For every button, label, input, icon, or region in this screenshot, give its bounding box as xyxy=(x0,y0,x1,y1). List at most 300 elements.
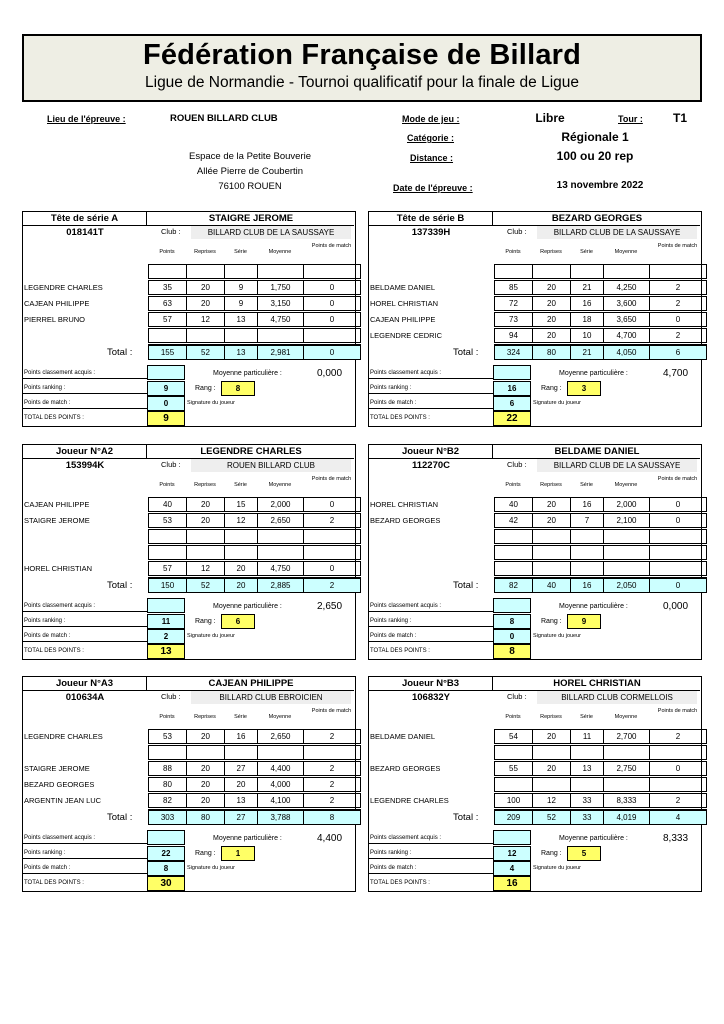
table-cell: 2 xyxy=(303,777,361,792)
opponent-name: BEZARD GEORGES xyxy=(370,516,441,525)
column-header: Reprises xyxy=(540,249,562,255)
moyenne-part-value: 0,000 xyxy=(663,601,689,612)
total-points-value: 16 xyxy=(493,876,531,891)
table-cell xyxy=(649,264,707,279)
table-cell: 40 xyxy=(494,497,533,512)
moyenne-part-label: Moyenne particulière : xyxy=(559,603,628,610)
table-cell: 20 xyxy=(532,296,571,311)
ranking-label: Points ranking : xyxy=(24,618,66,624)
table-cell: 4,100 xyxy=(257,793,304,808)
table-cell xyxy=(649,561,707,576)
ranking-label: Points ranking : xyxy=(370,618,412,624)
column-header: Reprises xyxy=(540,714,562,720)
page-title: Fédération Française de Billard xyxy=(142,39,582,71)
pdm-label: Points de match : xyxy=(370,633,417,639)
rang-value: 9 xyxy=(567,614,601,629)
table-cell: 0 xyxy=(649,312,707,327)
total-points-label: TOTAL DES POINTS : xyxy=(24,415,84,421)
pca-label: Points classement acquis : xyxy=(370,835,442,841)
pca-box xyxy=(147,365,185,380)
table-cell: 12 xyxy=(532,793,571,808)
divider-line xyxy=(23,843,147,844)
pdm-value: 2 xyxy=(147,629,185,644)
column-header: Points de match xyxy=(657,476,698,482)
total-cell: 2 xyxy=(303,578,361,593)
total-cell: 8 xyxy=(303,810,361,825)
table-cell: 9 xyxy=(224,296,258,311)
column-header: Reprises xyxy=(540,482,562,488)
table-cell xyxy=(532,545,571,560)
table-cell xyxy=(186,529,225,544)
table-cell xyxy=(148,264,187,279)
score-panel xyxy=(22,444,356,660)
total-points-value: 13 xyxy=(147,644,185,659)
table-cell: 72 xyxy=(494,296,533,311)
total-cell: 21 xyxy=(570,345,604,360)
table-cell: 20 xyxy=(532,328,571,343)
total-cell: 0 xyxy=(303,345,361,360)
table-cell: 9 xyxy=(224,280,258,295)
player-name: BEZARD GEORGES xyxy=(551,213,643,224)
table-cell: 4,400 xyxy=(257,761,304,776)
total-cell: 2,050 xyxy=(603,578,650,593)
table-cell xyxy=(224,264,258,279)
total-cell: 13 xyxy=(224,345,258,360)
opponent-name: CAJEAN PHILIPPE xyxy=(24,299,90,308)
moyenne-part-label: Moyenne particulière : xyxy=(213,835,282,842)
table-cell xyxy=(570,745,604,760)
pdm-label: Points de match : xyxy=(24,865,71,871)
panel-label: Tête de série B xyxy=(369,212,493,226)
table-cell: 3,650 xyxy=(603,312,650,327)
club-label: Club : xyxy=(161,227,181,236)
total-label: Total : xyxy=(453,812,479,823)
table-cell xyxy=(303,745,361,760)
ranking-label: Points ranking : xyxy=(24,850,66,856)
total-label: Total : xyxy=(107,347,133,358)
ranking-value: 16 xyxy=(493,381,531,396)
opponent-name: BELDAME DANIEL xyxy=(370,283,436,292)
rang-label: Rang : xyxy=(195,385,216,392)
divider-line xyxy=(369,626,493,627)
total-cell: 2,885 xyxy=(257,578,304,593)
signature-label: Signature du joueur xyxy=(533,633,582,639)
table-cell: 4,250 xyxy=(603,280,650,295)
ranking-value: 11 xyxy=(147,614,185,629)
rang-value: 8 xyxy=(221,381,255,396)
pdm-label: Points de match : xyxy=(370,865,417,871)
player-club: BILLARD CLUB DE LA SAUSSAYE xyxy=(537,459,697,472)
divider-line xyxy=(23,393,147,394)
opponent-name: BEZARD GEORGES xyxy=(370,764,441,773)
opponent-name: STAIGRE JEROME xyxy=(24,764,90,773)
total-points-label: TOTAL DES POINTS : xyxy=(370,880,430,886)
rang-label: Rang : xyxy=(541,618,562,625)
table-cell xyxy=(224,529,258,544)
pca-label: Points classement acquis : xyxy=(24,370,96,376)
table-cell xyxy=(257,545,304,560)
table-cell: 2 xyxy=(649,296,707,311)
moyenne-part-label: Moyenne particulière : xyxy=(213,370,282,377)
table-cell xyxy=(224,745,258,760)
player-license: 018141T xyxy=(66,227,104,238)
total-label: Total : xyxy=(453,580,479,591)
divider-line xyxy=(369,843,493,844)
table-cell xyxy=(148,545,187,560)
table-cell xyxy=(186,264,225,279)
opponent-name: CAJEAN PHILIPPE xyxy=(370,315,436,324)
table-cell: 13 xyxy=(224,793,258,808)
pdm-value: 0 xyxy=(147,396,185,411)
table-cell xyxy=(303,529,361,544)
opponent-name: PIERREL BRUNO xyxy=(24,315,85,324)
total-cell: 52 xyxy=(186,345,225,360)
total-cell: 52 xyxy=(186,578,225,593)
total-cell: 80 xyxy=(532,345,571,360)
pca-box xyxy=(147,598,185,613)
table-cell xyxy=(649,777,707,792)
table-cell: 2 xyxy=(303,793,361,808)
table-cell: 0 xyxy=(649,761,707,776)
player-club: BILLARD CLUB EBROICIEN xyxy=(191,691,351,704)
title-banner xyxy=(22,34,702,102)
total-cell: 4 xyxy=(649,810,707,825)
distance-label: Distance : xyxy=(410,153,454,163)
opponent-name: HOREL CHRISTIAN xyxy=(370,500,439,509)
score-panel xyxy=(368,211,702,427)
table-cell: 4,750 xyxy=(257,561,304,576)
table-cell: 20 xyxy=(186,793,225,808)
table-cell: 8,333 xyxy=(603,793,650,808)
player-license: 137339H xyxy=(411,227,451,238)
table-cell xyxy=(224,328,258,343)
moyenne-part-value: 2,650 xyxy=(317,601,343,612)
column-header: Série xyxy=(580,714,593,720)
player-name: STAIGRE JEROME xyxy=(208,213,294,224)
column-header: Points xyxy=(159,714,175,720)
pdm-value: 8 xyxy=(147,861,185,876)
column-header: Points de match xyxy=(311,708,352,714)
table-cell: 88 xyxy=(148,761,187,776)
pdm-value: 4 xyxy=(493,861,531,876)
table-cell: 15 xyxy=(224,497,258,512)
pca-box xyxy=(147,830,185,845)
table-cell: 80 xyxy=(148,777,187,792)
panel-header xyxy=(369,677,700,691)
table-cell: 20 xyxy=(532,497,571,512)
table-cell: 3,600 xyxy=(603,296,650,311)
divider-line xyxy=(23,873,147,874)
table-cell: 20 xyxy=(186,296,225,311)
pdm-value: 0 xyxy=(493,629,531,644)
table-cell xyxy=(532,561,571,576)
moyenne-part-label: Moyenne particulière : xyxy=(213,603,282,610)
divider-line xyxy=(369,641,493,642)
total-points-value: 9 xyxy=(147,411,185,426)
total-cell: 33 xyxy=(570,810,604,825)
player-name: LEGENDRE CHARLES xyxy=(200,446,302,457)
table-cell xyxy=(532,745,571,760)
signature-label: Signature du joueur xyxy=(187,633,236,639)
table-cell xyxy=(224,545,258,560)
panel-label: Tête de série A xyxy=(23,212,147,226)
column-header: Reprises xyxy=(194,482,216,488)
table-cell: 10 xyxy=(570,328,604,343)
column-header: Série xyxy=(580,482,593,488)
rang-label: Rang : xyxy=(195,850,216,857)
table-cell xyxy=(257,264,304,279)
pdm-label: Points de match : xyxy=(24,633,71,639)
table-cell: 20 xyxy=(224,561,258,576)
table-cell xyxy=(649,745,707,760)
total-cell: 324 xyxy=(494,345,533,360)
table-cell: 11 xyxy=(570,729,604,744)
mode-label: Mode de jeu : xyxy=(402,114,460,124)
table-cell xyxy=(257,328,304,343)
divider-line xyxy=(23,408,147,409)
moyenne-part-value: 0,000 xyxy=(317,368,343,379)
total-cell: 303 xyxy=(148,810,187,825)
table-cell: 94 xyxy=(494,328,533,343)
total-label: Total : xyxy=(107,580,133,591)
table-cell: 20 xyxy=(186,777,225,792)
rang-value: 3 xyxy=(567,381,601,396)
table-cell xyxy=(148,328,187,343)
total-points-value: 8 xyxy=(493,644,531,659)
club-label: Club : xyxy=(161,460,181,469)
total-cell: 2,981 xyxy=(257,345,304,360)
signature-label: Signature du joueur xyxy=(533,865,582,871)
table-cell: 20 xyxy=(186,497,225,512)
divider-line xyxy=(23,858,147,859)
score-panel xyxy=(368,444,702,660)
table-cell: 55 xyxy=(494,761,533,776)
table-cell xyxy=(186,745,225,760)
table-cell xyxy=(303,264,361,279)
total-cell: 20 xyxy=(224,578,258,593)
player-club: BILLARD CLUB CORMELLOIS xyxy=(537,691,697,704)
categorie-value: Régionale 1 xyxy=(561,130,629,144)
moyenne-part-label: Moyenne particulière : xyxy=(559,835,628,842)
divider-line xyxy=(23,611,147,612)
date-label: Date de l'épreuve : xyxy=(393,183,473,193)
divider-line xyxy=(369,378,493,379)
club-label: Club : xyxy=(507,692,527,701)
date-value: 13 novembre 2022 xyxy=(556,180,644,191)
divider-line xyxy=(369,873,493,874)
column-header: Points de match xyxy=(657,243,698,249)
moyenne-part-value: 8,333 xyxy=(663,833,689,844)
table-cell: 13 xyxy=(224,312,258,327)
moyenne-part-value: 4,400 xyxy=(317,833,343,844)
player-license: 112270C xyxy=(411,460,451,471)
moyenne-part-label: Moyenne particulière : xyxy=(559,370,628,377)
table-cell: 21 xyxy=(570,280,604,295)
table-cell: 4,700 xyxy=(603,328,650,343)
pdm-label: Points de match : xyxy=(370,400,417,406)
table-cell xyxy=(494,745,533,760)
ranking-label: Points ranking : xyxy=(24,385,66,391)
table-cell: 33 xyxy=(570,793,604,808)
table-cell: 2 xyxy=(649,729,707,744)
column-header: Reprises xyxy=(194,249,216,255)
table-cell: 20 xyxy=(532,729,571,744)
table-cell: 2 xyxy=(303,761,361,776)
player-club: ROUEN BILLARD CLUB xyxy=(191,459,351,472)
moyenne-part-value: 4,700 xyxy=(663,368,689,379)
column-header: Série xyxy=(234,714,247,720)
table-cell: 2,000 xyxy=(603,497,650,512)
table-cell: 16 xyxy=(570,497,604,512)
opponent-name: BEZARD GEORGES xyxy=(24,780,95,789)
table-cell xyxy=(186,545,225,560)
table-cell: 20 xyxy=(186,729,225,744)
table-cell: 2,750 xyxy=(603,761,650,776)
address-line-3: 76100 ROUEN xyxy=(218,181,282,192)
total-points-value: 22 xyxy=(493,411,531,426)
table-cell xyxy=(570,529,604,544)
opponent-name: ARGENTIN JEAN LUC xyxy=(24,796,102,805)
table-cell xyxy=(649,529,707,544)
column-header: Moyenne xyxy=(614,482,638,488)
table-cell: 20 xyxy=(532,761,571,776)
categorie-label: Catégorie : xyxy=(407,133,455,143)
divider-line xyxy=(23,626,147,627)
pca-label: Points classement acquis : xyxy=(370,370,442,376)
table-cell: 20 xyxy=(532,513,571,528)
table-cell: 2,650 xyxy=(257,729,304,744)
panel-header xyxy=(23,445,354,459)
opponent-name: BELDAME DANIEL xyxy=(370,732,436,741)
table-cell xyxy=(570,561,604,576)
total-cell: 16 xyxy=(570,578,604,593)
pca-label: Points classement acquis : xyxy=(24,603,96,609)
lieu-value: ROUEN BILLARD CLUB xyxy=(170,113,278,124)
table-cell: 12 xyxy=(186,312,225,327)
column-header: Points de match xyxy=(311,476,352,482)
column-header: Points xyxy=(505,249,521,255)
table-cell: 20 xyxy=(532,280,571,295)
total-cell: 4,019 xyxy=(603,810,650,825)
rang-value: 1 xyxy=(221,846,255,861)
ranking-value: 12 xyxy=(493,846,531,861)
opponent-name: HOREL CHRISTIAN xyxy=(24,564,93,573)
column-header: Points xyxy=(159,482,175,488)
rang-label: Rang : xyxy=(541,850,562,857)
ranking-value: 22 xyxy=(147,846,185,861)
player-name: BELDAME DANIEL xyxy=(554,446,640,457)
table-cell xyxy=(494,264,533,279)
table-cell xyxy=(303,328,361,343)
score-panel xyxy=(22,676,356,892)
panel-header xyxy=(369,212,700,226)
table-cell xyxy=(532,529,571,544)
column-header: Moyenne xyxy=(614,249,638,255)
club-label: Club : xyxy=(507,227,527,236)
table-cell: 0 xyxy=(303,296,361,311)
table-cell xyxy=(603,529,650,544)
pdm-label: Points de match : xyxy=(24,400,71,406)
distance-value: 100 ou 20 rep xyxy=(556,149,634,163)
table-cell: 7 xyxy=(570,513,604,528)
signature-label: Signature du joueur xyxy=(187,865,236,871)
total-cell: 82 xyxy=(494,578,533,593)
table-cell xyxy=(494,561,533,576)
table-cell: 20 xyxy=(532,312,571,327)
pca-label: Points classement acquis : xyxy=(370,603,442,609)
total-cell: 0 xyxy=(649,578,707,593)
total-cell: 6 xyxy=(649,345,707,360)
pca-box xyxy=(493,598,531,613)
address-line-1: Espace de la Petite Bouverie xyxy=(189,151,311,162)
total-cell: 150 xyxy=(148,578,187,593)
opponent-name: LEGENDRE CEDRIC xyxy=(370,331,443,340)
table-cell: 57 xyxy=(148,561,187,576)
table-cell xyxy=(570,264,604,279)
divider-line xyxy=(23,378,147,379)
pca-box xyxy=(493,830,531,845)
column-header: Points xyxy=(505,714,521,720)
opponent-name: LEGENDRE CHARLES xyxy=(24,732,103,741)
table-cell: 20 xyxy=(186,513,225,528)
table-cell: 42 xyxy=(494,513,533,528)
opponent-name: LEGENDRE CHARLES xyxy=(24,283,103,292)
column-header: Points xyxy=(159,249,175,255)
total-label: Total : xyxy=(453,347,479,358)
mode-value: Libre xyxy=(535,111,565,125)
table-cell: 2,100 xyxy=(603,513,650,528)
table-cell: 2,000 xyxy=(257,497,304,512)
total-cell: 80 xyxy=(186,810,225,825)
score-panel xyxy=(22,211,356,427)
table-cell: 16 xyxy=(570,296,604,311)
panel-header xyxy=(23,212,354,226)
table-cell: 57 xyxy=(148,312,187,327)
signature-label: Signature du joueur xyxy=(187,400,236,406)
player-license: 010634A xyxy=(65,692,105,703)
table-cell xyxy=(148,745,187,760)
total-cell: 27 xyxy=(224,810,258,825)
address-line-2: Allée Pierre de Coubertin xyxy=(196,166,304,177)
divider-line xyxy=(369,408,493,409)
column-header: Moyenne xyxy=(268,249,292,255)
table-cell: 73 xyxy=(494,312,533,327)
lieu-label: Lieu de l'épreuve : xyxy=(47,114,126,124)
opponent-name: LEGENDRE CHARLES xyxy=(370,796,449,805)
table-cell: 100 xyxy=(494,793,533,808)
pca-box xyxy=(493,365,531,380)
player-license: 153994K xyxy=(65,460,105,471)
rang-label: Rang : xyxy=(541,385,562,392)
ranking-value: 9 xyxy=(147,381,185,396)
table-cell xyxy=(532,777,571,792)
table-cell: 12 xyxy=(224,513,258,528)
table-cell xyxy=(494,529,533,544)
total-cell: 52 xyxy=(532,810,571,825)
table-cell: 2 xyxy=(649,328,707,343)
opponent-name: HOREL CHRISTIAN xyxy=(370,299,439,308)
table-cell: 2,700 xyxy=(603,729,650,744)
total-points-label: TOTAL DES POINTS : xyxy=(24,880,84,886)
player-name: HOREL CHRISTIAN xyxy=(553,678,641,689)
tour-value: T1 xyxy=(672,111,687,125)
ranking-label: Points ranking : xyxy=(370,385,412,391)
table-cell xyxy=(494,545,533,560)
table-cell xyxy=(148,529,187,544)
column-header: Série xyxy=(234,482,247,488)
divider-line xyxy=(23,641,147,642)
panel-label: Joueur N°B2 xyxy=(369,445,493,459)
